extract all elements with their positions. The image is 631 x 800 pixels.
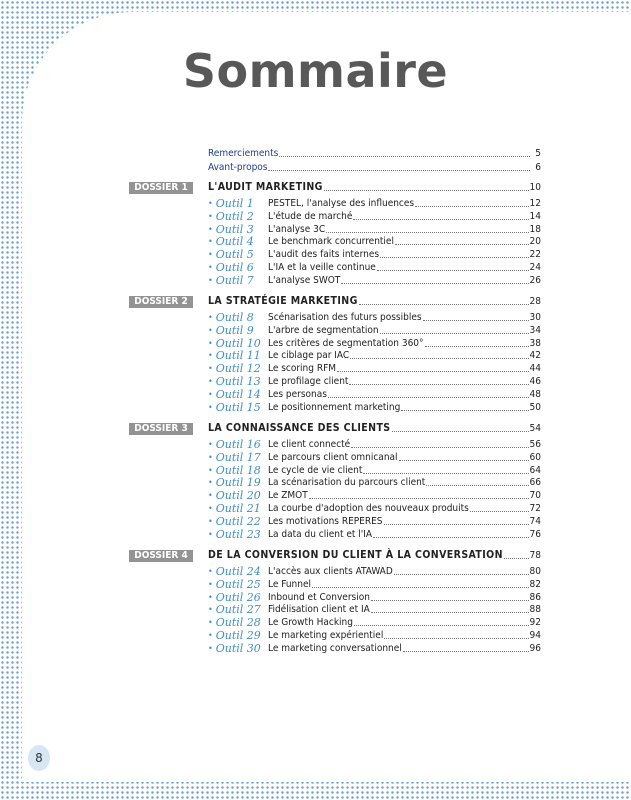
- outil-entry-page: 88: [529, 604, 541, 616]
- bullet-icon: •: [208, 567, 213, 576]
- dot-leader: [395, 235, 529, 245]
- outil-entry: [268, 274, 541, 287]
- bullet-icon: •: [208, 211, 213, 221]
- outil-entry-page: 94: [529, 630, 541, 641]
- dot-leader: [312, 578, 529, 588]
- dossier-heading-page: 10: [529, 182, 541, 193]
- outil-entry-label: L'audit des faits internes: [268, 249, 380, 261]
- outil-entry-page: 92: [529, 617, 541, 629]
- outil-entry: [268, 591, 541, 604]
- outil-entry-page: 64: [529, 464, 541, 476]
- outil-number: [208, 502, 261, 515]
- intro-entry-label: Avant-propos: [208, 162, 268, 173]
- outil-number: [208, 388, 261, 401]
- outil-number-text: Outil 15: [215, 400, 261, 414]
- outil-number: [208, 311, 254, 324]
- dot-leader: [371, 591, 529, 601]
- bullet-icon: •: [208, 605, 213, 615]
- outil-entry-label: L'IA et la veille continue: [268, 262, 376, 273]
- outil-number-text: Outil 18: [215, 463, 261, 477]
- bullet-icon: •: [208, 478, 213, 488]
- bullet-icon: •: [208, 491, 213, 501]
- outil-number-text: Outil 9: [215, 323, 254, 337]
- outil-number: [208, 528, 261, 541]
- outil-number: [208, 565, 261, 578]
- outil-entry-page: 70: [529, 490, 541, 502]
- dot-leader: [403, 642, 529, 652]
- outil-number: [208, 349, 261, 362]
- dossier-badge: DOSSIER 1: [129, 182, 193, 194]
- outil-number: [208, 464, 261, 477]
- page-number: 8: [28, 745, 50, 771]
- outil-entry: [268, 311, 541, 324]
- outil-entry-label: Le positionnement marketing: [268, 401, 401, 413]
- outil-entry: [268, 235, 541, 248]
- bullet-icon: •: [208, 402, 213, 412]
- outil-entry: [268, 388, 541, 401]
- outil-entry-page: 42: [529, 350, 541, 362]
- outil-number-text: Outil 29: [215, 629, 261, 642]
- outil-entry-page: 24: [529, 262, 541, 273]
- bullet-icon: •: [208, 504, 213, 513]
- outil-entry: [268, 565, 541, 578]
- outil-entry-page: 86: [529, 591, 541, 603]
- outil-number-text: Outil 11: [215, 349, 261, 363]
- dossier-heading-page: 54: [529, 423, 541, 434]
- outil-number: [208, 274, 254, 287]
- outil-number: [208, 476, 261, 489]
- outil-number-text: Outil 13: [215, 375, 261, 388]
- intro-entry: [208, 161, 541, 174]
- outil-number-text: Outil 1: [215, 197, 254, 210]
- outil-number: [208, 616, 261, 629]
- outil-number-text: Outil 17: [215, 450, 261, 464]
- dot-leader: [309, 489, 529, 499]
- dot-leader: [399, 451, 529, 461]
- outil-entry-page: 18: [529, 223, 541, 235]
- outil-number: [208, 642, 261, 655]
- outil-entry-page: 74: [529, 515, 541, 527]
- outil-entry-page: 66: [529, 477, 541, 489]
- outil-number: [208, 197, 254, 210]
- bullet-icon: •: [208, 452, 213, 462]
- outil-entry: [268, 210, 541, 223]
- outil-entry: [268, 349, 541, 362]
- outil-number: [208, 515, 261, 528]
- outil-number: [208, 362, 261, 375]
- outil-entry: [268, 642, 541, 655]
- dot-leader: [384, 515, 529, 525]
- outil-number-text: Outil 8: [215, 311, 254, 324]
- outil-entry: [268, 629, 541, 642]
- dot-leader: [380, 324, 529, 334]
- bullet-icon: •: [208, 275, 213, 285]
- outil-entry-label: Fidélisation client et IA: [268, 604, 370, 616]
- outil-number-text: Outil 10: [215, 336, 261, 350]
- outil-entry-label: La data du client et l'IA: [268, 528, 373, 540]
- outil-number: [208, 629, 261, 642]
- dot-leader: [363, 464, 528, 474]
- bullet-icon: •: [208, 529, 213, 539]
- bullet-icon: •: [208, 377, 213, 386]
- outil-entry: [268, 578, 541, 591]
- outil-entry-label: L'analyse 3C: [268, 223, 326, 235]
- dossier-heading: [208, 549, 541, 562]
- outil-number-text: Outil 14: [215, 387, 261, 401]
- dot-leader: [326, 223, 528, 233]
- outil-entry-label: Le marketing conversationnel: [268, 642, 402, 654]
- dot-leader: [504, 549, 529, 559]
- page-title: Sommaire: [182, 44, 449, 98]
- dot-leader: [337, 362, 529, 372]
- outil-number-text: Outil 24: [215, 565, 261, 578]
- outil-number: [208, 210, 254, 223]
- outil-entry-label: Inbound et Conversion: [268, 591, 370, 603]
- bullet-icon: •: [208, 643, 213, 653]
- dossier-heading: [208, 422, 541, 435]
- outil-entry-label: Le profilage client: [268, 376, 349, 387]
- outil-entry-label: Les personas: [268, 388, 327, 400]
- dossier-badge: DOSSIER 4: [129, 550, 193, 562]
- dot-leader: [279, 147, 530, 157]
- outil-number: [208, 261, 254, 274]
- outil-entry-page: 56: [529, 439, 541, 450]
- outil-entry-page: 82: [529, 578, 541, 590]
- outil-entry: [268, 476, 541, 489]
- outil-entry: [268, 502, 541, 515]
- dossier-heading-page: 28: [529, 296, 541, 307]
- outil-entry-page: 60: [529, 451, 541, 463]
- outil-entry-label: La scénarisation du parcours client: [268, 477, 426, 489]
- dot-leader: [373, 528, 529, 538]
- bullet-icon: •: [208, 618, 213, 628]
- outil-entry-label: Le scoring RFM: [268, 363, 337, 375]
- outil-number: [208, 337, 261, 350]
- dot-leader: [423, 311, 529, 321]
- outil-entry: [268, 603, 541, 616]
- dot-leader: [470, 502, 529, 512]
- outil-entry-label: Le Funnel: [268, 578, 312, 590]
- outil-entry-label: L'analyse SWOT: [268, 274, 341, 286]
- dot-leader: [425, 337, 529, 347]
- dot-leader: [377, 261, 529, 271]
- outil-number: [208, 451, 261, 464]
- intro-entry-page: 6: [535, 162, 541, 173]
- outil-entry-page: 30: [529, 312, 541, 323]
- outil-number-text: Outil 26: [215, 590, 261, 604]
- bullet-icon: •: [208, 440, 213, 449]
- bullet-icon: •: [208, 389, 213, 399]
- dot-leader: [351, 438, 528, 448]
- outil-number-text: Outil 2: [215, 209, 254, 223]
- outil-entry: [268, 528, 541, 541]
- outil-number: [208, 324, 254, 337]
- outil-entry-label: Les motivations REPERES: [268, 515, 383, 527]
- outil-number-text: Outil 16: [215, 438, 261, 451]
- outil-entry-label: L'étude de marché: [268, 210, 353, 222]
- dot-leader: [380, 248, 529, 258]
- outil-entry-label: L'arbre de segmentation: [268, 324, 379, 336]
- outil-entry-page: 46: [529, 376, 541, 387]
- bullet-icon: •: [208, 263, 213, 272]
- bullet-icon: •: [208, 250, 213, 260]
- dot-leader: [353, 210, 528, 220]
- outil-number-text: Outil 19: [215, 476, 261, 490]
- bullet-icon: •: [208, 516, 213, 526]
- outil-entry: [268, 401, 541, 414]
- outil-number-text: Outil 27: [215, 603, 261, 617]
- outil-entry-page: 48: [529, 388, 541, 400]
- dot-leader: [415, 197, 528, 207]
- dossier-heading-label: DE LA CONVERSION DU CLIENT À LA CONVERSATION: [208, 549, 503, 561]
- outil-number-text: Outil 30: [215, 641, 261, 655]
- dot-leader: [349, 375, 528, 385]
- dossier-heading: [208, 295, 541, 308]
- outil-entry: [268, 261, 541, 274]
- bullet-icon: •: [208, 313, 213, 322]
- outil-entry-page: 14: [529, 210, 541, 222]
- outil-number-text: Outil 7: [215, 273, 254, 287]
- outil-entry-page: 50: [529, 401, 541, 413]
- intro-entry-label: Remerciements: [208, 148, 279, 159]
- outil-number-text: Outil 22: [215, 514, 261, 528]
- dossier-heading-label: LA STRATÉGIE MARKETING: [208, 295, 358, 307]
- intro-entry: [208, 147, 541, 160]
- dot-leader: [268, 161, 530, 171]
- outil-number-text: Outil 23: [215, 527, 261, 541]
- outil-entry: [268, 464, 541, 477]
- outil-number: [208, 438, 261, 451]
- outil-entry: [268, 362, 541, 375]
- bullet-icon: •: [208, 338, 213, 348]
- dossier-heading-label: L'AUDIT MARKETING: [208, 181, 323, 193]
- outil-entry-label: Scénarisation des futurs possibles: [268, 312, 422, 323]
- bullet-icon: •: [208, 631, 213, 640]
- bullet-icon: •: [208, 199, 213, 208]
- dossier-heading-label: LA CONNAISSANCE DES CLIENTS: [208, 422, 391, 434]
- outil-number: [208, 223, 254, 236]
- outil-entry-page: 44: [529, 363, 541, 375]
- dossier-badge: DOSSIER 2: [129, 296, 193, 308]
- outil-number: [208, 401, 261, 414]
- outil-entry-page: 26: [529, 274, 541, 286]
- outil-entry: [268, 451, 541, 464]
- outil-entry-label: PESTEL, l'analyse des influences: [268, 198, 415, 209]
- outil-entry: [268, 375, 541, 388]
- outil-entry-page: 80: [529, 566, 541, 577]
- outil-entry-page: 72: [529, 503, 541, 514]
- outil-number-text: Outil 4: [215, 235, 254, 249]
- outil-entry: [268, 616, 541, 629]
- outil-number: [208, 489, 261, 502]
- dossier-badge: DOSSIER 3: [129, 423, 193, 435]
- outil-entry-label: Le client connecté: [268, 439, 351, 450]
- outil-entry-label: Le Growth Hacking: [268, 617, 353, 629]
- bullet-icon: •: [208, 224, 213, 234]
- outil-entry-label: Le parcours client omnicanal: [268, 451, 398, 463]
- outil-entry-page: 20: [529, 236, 541, 248]
- outil-entry: [268, 223, 541, 236]
- outil-entry-label: Le ciblage par IAC: [268, 350, 350, 362]
- bullet-icon: •: [208, 351, 213, 361]
- bullet-icon: •: [208, 592, 213, 602]
- outil-entry-label: Le benchmark concurrentiel: [268, 236, 394, 248]
- dot-leader: [394, 565, 529, 575]
- outil-number-text: Outil 28: [215, 616, 261, 630]
- outil-number: [208, 248, 254, 261]
- dot-leader: [350, 349, 528, 359]
- dot-leader: [384, 629, 528, 639]
- outil-number-text: Outil 5: [215, 248, 254, 262]
- dossier-heading: [208, 181, 541, 194]
- outil-entry-label: Le cycle de vie client: [268, 464, 363, 476]
- outil-number-text: Outil 21: [215, 502, 261, 515]
- outil-number: [208, 375, 261, 388]
- outil-entry: [268, 197, 541, 210]
- bullet-icon: •: [208, 364, 213, 374]
- bullet-icon: •: [208, 579, 213, 589]
- outil-entry-page: 76: [529, 528, 541, 540]
- outil-entry: [268, 489, 541, 502]
- outil-number: [208, 578, 261, 591]
- outil-entry-page: 22: [529, 249, 541, 261]
- dot-leader: [354, 616, 529, 626]
- bullet-icon: •: [208, 325, 213, 335]
- outil-number-text: Outil 12: [215, 362, 261, 376]
- dot-leader: [324, 181, 529, 191]
- dossier-heading-page: 78: [529, 550, 541, 561]
- outil-entry-label: Le ZMOT: [268, 490, 308, 502]
- dot-leader: [371, 603, 529, 613]
- outil-entry-label: Le marketing expérientiel: [268, 630, 384, 641]
- outil-number-text: Outil 20: [215, 489, 261, 503]
- outil-entry: [268, 337, 541, 350]
- outil-entry: [268, 324, 541, 337]
- outil-number: [208, 235, 254, 248]
- intro-entry-page: 5: [535, 148, 541, 159]
- bullet-icon: •: [208, 237, 213, 247]
- dot-leader: [328, 388, 529, 398]
- outil-entry: [268, 248, 541, 261]
- outil-number: [208, 603, 261, 616]
- outil-entry-page: 12: [529, 198, 541, 209]
- dot-leader: [359, 295, 529, 305]
- outil-entry-label: L'accès aux clients ATAWAD: [268, 566, 393, 577]
- outil-entry-page: 96: [529, 642, 541, 654]
- outil-entry-label: La courbe d'adoption des nouveaux produits: [268, 503, 469, 514]
- outil-number: [208, 591, 261, 604]
- outil-entry: [268, 438, 541, 451]
- bullet-icon: •: [208, 465, 213, 475]
- dot-leader: [401, 401, 528, 411]
- outil-number-text: Outil 25: [215, 577, 261, 591]
- dot-leader: [341, 274, 528, 284]
- outil-entry-page: 34: [529, 324, 541, 336]
- dot-leader: [392, 422, 529, 432]
- outil-number-text: Outil 3: [215, 222, 254, 236]
- outil-entry-page: 38: [529, 337, 541, 349]
- outil-number-text: Outil 6: [215, 261, 254, 274]
- outil-entry: [268, 515, 541, 528]
- dot-leader: [426, 476, 528, 486]
- outil-entry-label: Les critères de segmentation 360°: [268, 337, 424, 349]
